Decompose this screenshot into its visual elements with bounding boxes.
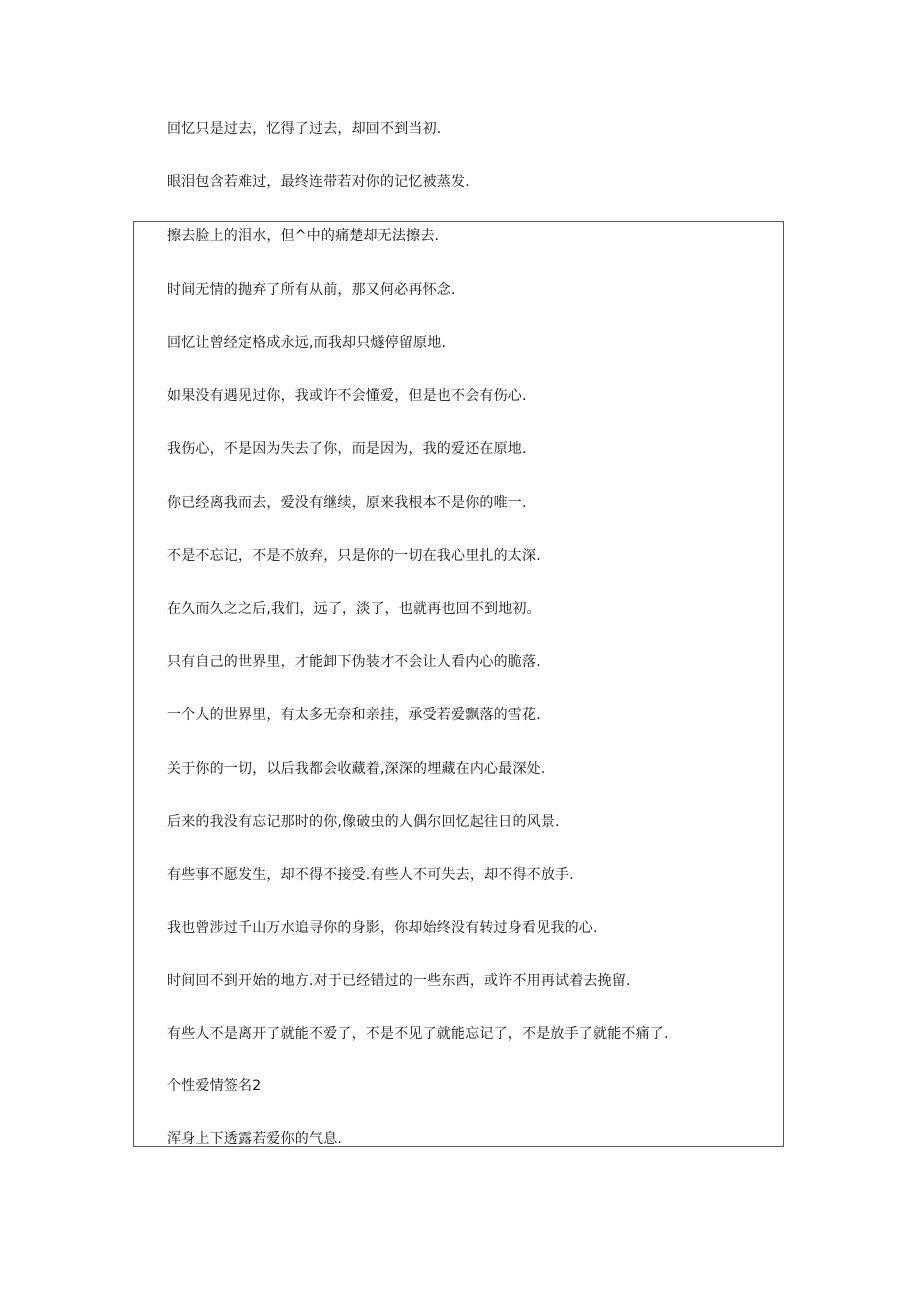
- text-line: 时间回不到开始的地方.对于已经错过的一些东西，或许不用再试着去挽留.: [167, 973, 631, 989]
- text-line: 我伤心，不是因为失去了你，而是因为，我的爱还在原地.: [167, 441, 527, 457]
- text-line: 我也曾涉过千山万水追寻你的身影，你却始终没有转过身看见我的心.: [167, 920, 598, 936]
- text-line: 不是不忘记，不是不放弃，只是你的一切在我心里扎的太深.: [167, 548, 541, 564]
- text-line: 浑身上下透露若爱你的气息.: [167, 1131, 343, 1147]
- text-line: 擦去脸上的泪水，但^中的痛楚却无法擦去.: [167, 228, 440, 244]
- text-line: 时间无情的抛弃了所有从前，那又何必再怀念.: [167, 282, 456, 298]
- text-line: 一个人的世界里，有太多无奈和亲挂，承受若爱飘落的雪花.: [167, 707, 541, 723]
- text-line: 你已经离我而去，爱没有继续，原来我根本不是你的唯一.: [167, 495, 527, 511]
- text-line: 有些事不愿发生，却不得不接受.有些人不可失去，却不得不放手.: [167, 867, 574, 883]
- text-line: 关于你的一切，以后我都会收藏着,深深的埋藏在内心最深处.: [167, 761, 546, 777]
- text-line: 在久而久之之后,我们，远了，淡了，也就再也回不到地初。: [167, 601, 541, 617]
- section-heading: 个性爱情签名2: [167, 1078, 262, 1094]
- text-line: 回忆只是过去，忆得了过去，却回不到当初.: [167, 121, 442, 137]
- text-line: 后来的我没有忘记那时的你,像破虫的人偶尔回忆起往日的风景.: [167, 814, 560, 830]
- text-frame-border: [133, 221, 784, 1147]
- text-line: 如果没有遇见过你，我或许不会懂爱，但是也不会有伤心.: [167, 388, 527, 404]
- text-line: 回忆让曾经定格成永远,而我却只燧停留原地.: [167, 335, 447, 351]
- text-line: 只有自己的世界里，才能卸下伪装才不会让人看内心的脆落.: [167, 654, 541, 670]
- text-line: 眼泪包含若难过，最终连带若对你的记忆被蒸发.: [167, 174, 470, 190]
- text-line: 有些人不是离开了就能不爱了，不是不见了就能忘记了，不是放手了就能不痛了.: [167, 1026, 669, 1042]
